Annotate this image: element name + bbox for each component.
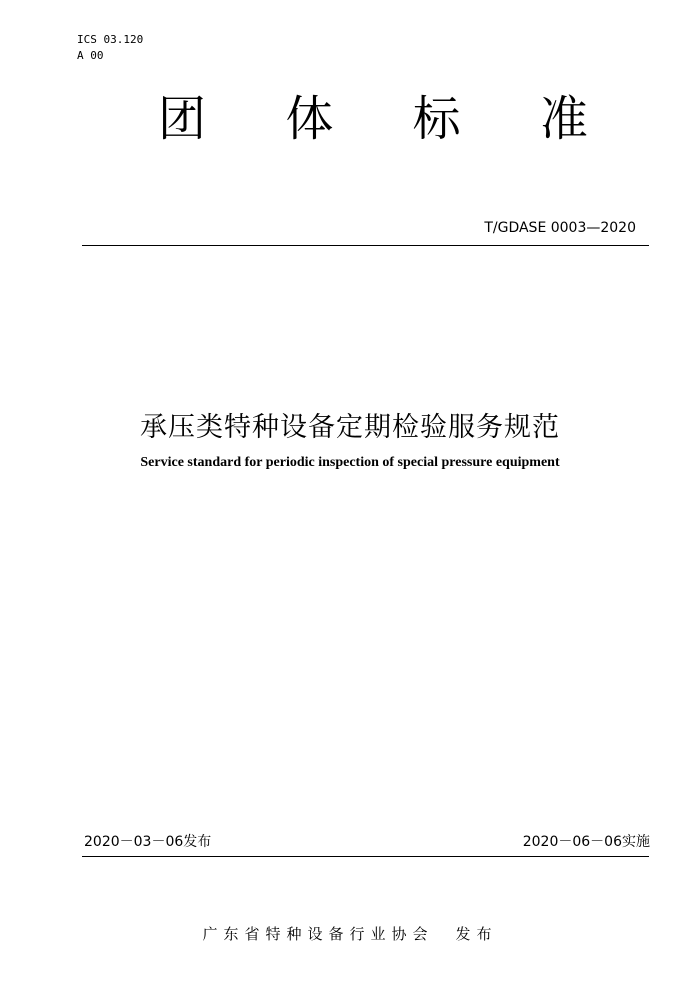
standard-number: T/GDASE 0003—2020 xyxy=(484,220,636,236)
standard-type-char-3: 标 xyxy=(412,91,461,147)
document-title-english: Service standard for periodic inspection of special pressure equipment xyxy=(140,455,560,470)
ccs-code: A 00 xyxy=(77,49,104,62)
ics-code: ICS 03.120 xyxy=(77,33,144,46)
publisher-line xyxy=(0,923,700,944)
publisher-name: 广东省特种设备行业协会 xyxy=(202,925,434,943)
classification-codes xyxy=(77,32,143,64)
standard-type-char-4: 准 xyxy=(539,91,588,147)
standard-type-char-2: 体 xyxy=(285,91,334,147)
standard-type-char-1: 团 xyxy=(158,91,207,147)
bottom-divider xyxy=(82,856,649,857)
document-title-chinese: 承压类特种设备定期检验服务规范 xyxy=(140,412,560,443)
issue-date: 2020－03－06发布 xyxy=(84,834,212,850)
top-divider xyxy=(82,245,649,246)
implementation-date: 2020－06－06实施 xyxy=(522,834,650,850)
standard-type-heading xyxy=(158,88,588,150)
publish-action: 发布 xyxy=(455,925,498,943)
